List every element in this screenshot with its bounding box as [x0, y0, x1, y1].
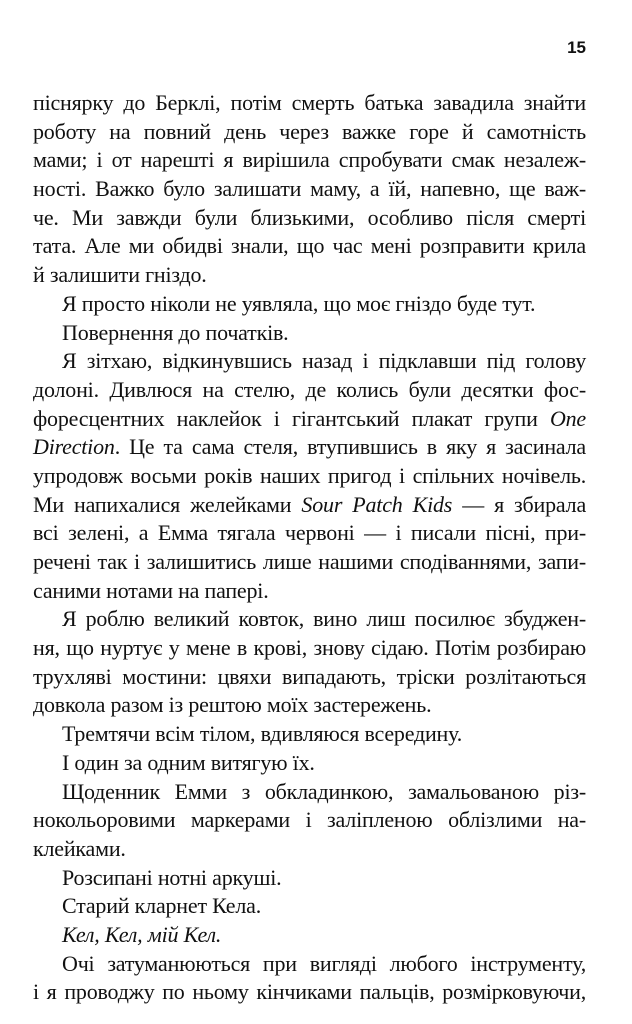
text-line: всі зелені, а Емма тягала червоні — і писали пісні, при- — [33, 520, 586, 546]
text-line: ності. Важко було залишати маму, а їй, напевно, ще важ- — [33, 176, 586, 202]
italic-text: One — [549, 405, 586, 431]
text-line — [33, 921, 586, 950]
text-segment: Ми напихалися желейками — [33, 491, 302, 517]
text-line: й залишити гніздо. — [33, 262, 207, 288]
text-line: Щоденник Емми з обкладинкою, замальованою різ- — [62, 778, 586, 804]
italic-text: Sour Patch Kids — [301, 491, 453, 517]
text-line: Я зітхаю, відкинувшись назад і підклавши під голову — [62, 348, 586, 374]
text-line: ня, що нуртує у мене в крові, знову сідаю. Потім розбираю — [33, 635, 586, 661]
text-line: Повернення до початків. — [62, 319, 289, 345]
text-line: долоні. Дивлюся на стелю, де колись були десятки фос- — [33, 376, 586, 402]
body-text — [33, 89, 586, 1007]
text-line — [33, 491, 586, 520]
text-line: клейками. — [33, 835, 126, 861]
text-segment: форесцентних наклейок і гігантський плакат групи — [33, 405, 550, 431]
page-number: 15 — [567, 38, 586, 57]
text-line — [33, 433, 586, 462]
text-line: піснярку до Берклі, потім смерть батька завадила знайти — [33, 90, 586, 115]
text-line: саними нотами на папері. — [33, 577, 269, 603]
text-line: речені так і залишитись лише нашими сподіваннями, запи- — [33, 549, 586, 574]
text-line: Старий кларнет Кела. — [62, 893, 262, 919]
text-line: че. Ми завжди були близькими, особливо після смерті — [33, 204, 586, 230]
text-line: Очі затуманюються при вигляді любого інструменту, — [62, 950, 586, 976]
text-line: Я просто ніколи не уявляла, що моє гніздо буде тут. — [62, 290, 536, 316]
text-line — [33, 405, 586, 434]
text-line: Розсипані нотні аркуші. — [62, 864, 282, 890]
text-line: трухляві мостини: цвяхи випадають, тріски розлітаються — [33, 663, 586, 689]
text-line: довкола разом із рештою моїх застережень. — [33, 692, 432, 718]
text-segment: . Це та сама стеля, втупившись в яку я засинала — [114, 434, 586, 460]
text-line: і я проводжу по ньому кінчиками пальців, розмірковуючи, — [33, 979, 586, 1005]
text-line: упродовж восьми років наших пригод і спільних ночівель. — [33, 462, 586, 488]
italic-text: Кел, Кел, мій Кел. — [62, 921, 222, 947]
text-line: Я роблю великий ковток, вино лиш посилює збуджен- — [62, 606, 586, 632]
text-line: І один за одним витягую їх. — [62, 749, 315, 775]
text-line: роботу на повний день через важке горе й самотність — [33, 118, 586, 144]
text-line: Тремтячи всім тілом, вдивляюся всередину. — [62, 721, 463, 747]
text-segment: — я збирала — [452, 491, 587, 517]
text-line: тата. Але ми обидві знали, що час мені розправити крила — [33, 233, 586, 259]
italic-text: Direction — [33, 434, 115, 460]
text-line: нокольоровими маркерами і заліпленою облізлими на- — [33, 807, 586, 833]
text-line: мами; і от нарешті я вирішила спробувати смак незалеж- — [33, 147, 586, 173]
